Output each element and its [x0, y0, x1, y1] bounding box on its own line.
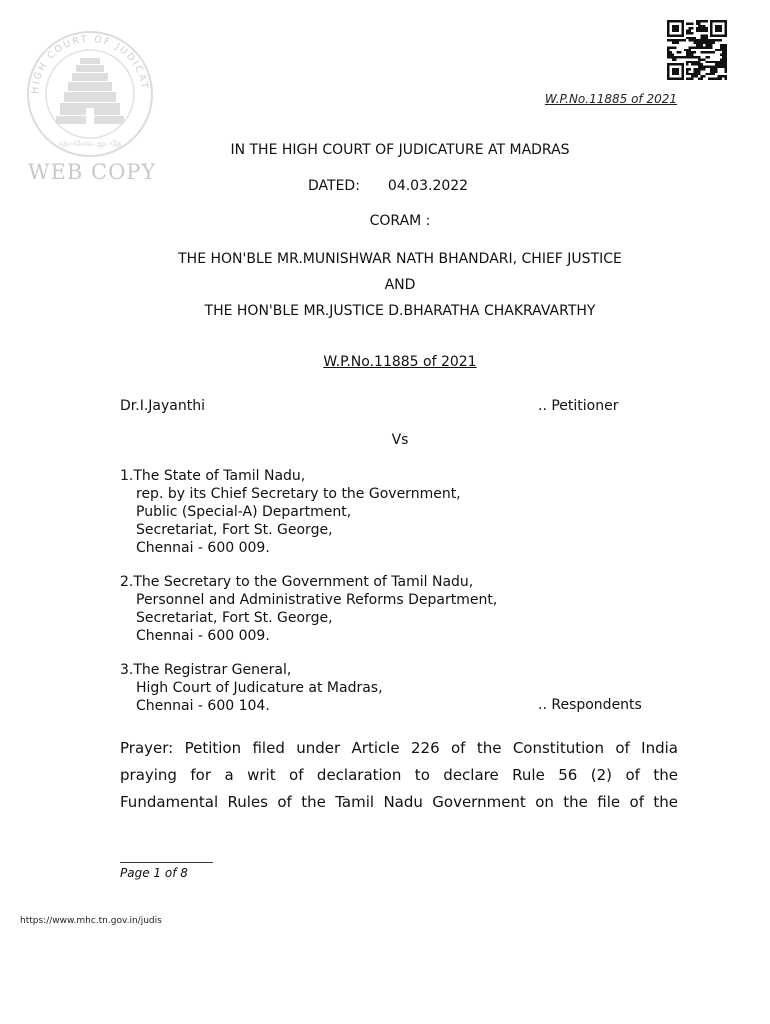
respondent-line: Secretariat, Fort St. George, [136, 522, 333, 538]
respondent-line: High Court of Judicature at Madras, [136, 680, 383, 696]
judge-1: THE HON'BLE MR.MUNISHWAR NATH BHANDARI, CHIEF JUSTICE [178, 251, 622, 267]
respondent-line: 3.The Registrar General, [120, 662, 292, 678]
seal-ring-text: HIGH COURT OF JUDICAT [29, 33, 150, 95]
footnote-divider [120, 862, 213, 863]
respondent-line: Secretariat, Fort St. George, [136, 610, 333, 626]
respondent-line: 1.The State of Tamil Nadu, [120, 468, 306, 484]
respondent-2 [120, 573, 497, 645]
court-title: IN THE HIGH COURT OF JUDICATURE AT MADRAS [230, 142, 570, 158]
respondents-role: .. Respondents [538, 697, 642, 713]
judges-and: AND [384, 277, 416, 293]
respondent-line: Chennai - 600 009. [136, 628, 270, 644]
petitioner-role: .. Petitioner [538, 398, 619, 414]
case-number-text: W.P.No.11885 of 2021 [323, 354, 477, 370]
respondent-line: Public (Special-A) Department, [136, 504, 352, 520]
respondent-line: rep. by its Chief Secretary to the Government, [136, 486, 461, 502]
dated-label: DATED: [308, 178, 360, 194]
seal-motto: சத்யமேவ ஜயதே [58, 139, 122, 148]
qr-code-icon [667, 20, 727, 80]
respondent-1 [120, 467, 461, 557]
respondent-line: Chennai - 600 104. [136, 698, 270, 714]
source-url: https://www.mhc.tn.gov.in/judis [20, 916, 162, 926]
versus: Vs [391, 432, 409, 448]
header-case-reference: W.P.No.11885 of 2021 [544, 92, 677, 106]
prayer-line: praying for a writ of declaration to declare Rule 56 (2) of the [120, 766, 678, 784]
judge-2: THE HON'BLE MR.JUSTICE D.BHARATHA CHAKRAVARTHY [204, 303, 596, 319]
page-number: Page 1 of 8 [120, 866, 188, 880]
respondent-3 [120, 661, 383, 715]
prayer-line: Fundamental Rules of the Tamil Nadu Government on the file of the [120, 793, 678, 811]
dated-line [308, 178, 468, 194]
case-number [0, 354, 770, 370]
respondent-line: Chennai - 600 009. [136, 540, 270, 556]
dated-value: 04.03.2022 [387, 178, 469, 194]
prayer-paragraph [120, 735, 678, 816]
coram-heading: CORAM : [369, 213, 431, 229]
petitioner-name: Dr.I.Jayanthi [120, 398, 205, 414]
prayer-line: Prayer: Petition filed under Article 226 of the Constitution of India [120, 739, 678, 757]
respondent-line: 2.The Secretary to the Government of Tamil Nadu, [120, 574, 474, 590]
respondent-line: Personnel and Administrative Reforms Department, [136, 592, 498, 608]
web-copy-watermark: WEB COPY [28, 160, 157, 184]
qr-code [667, 20, 727, 80]
